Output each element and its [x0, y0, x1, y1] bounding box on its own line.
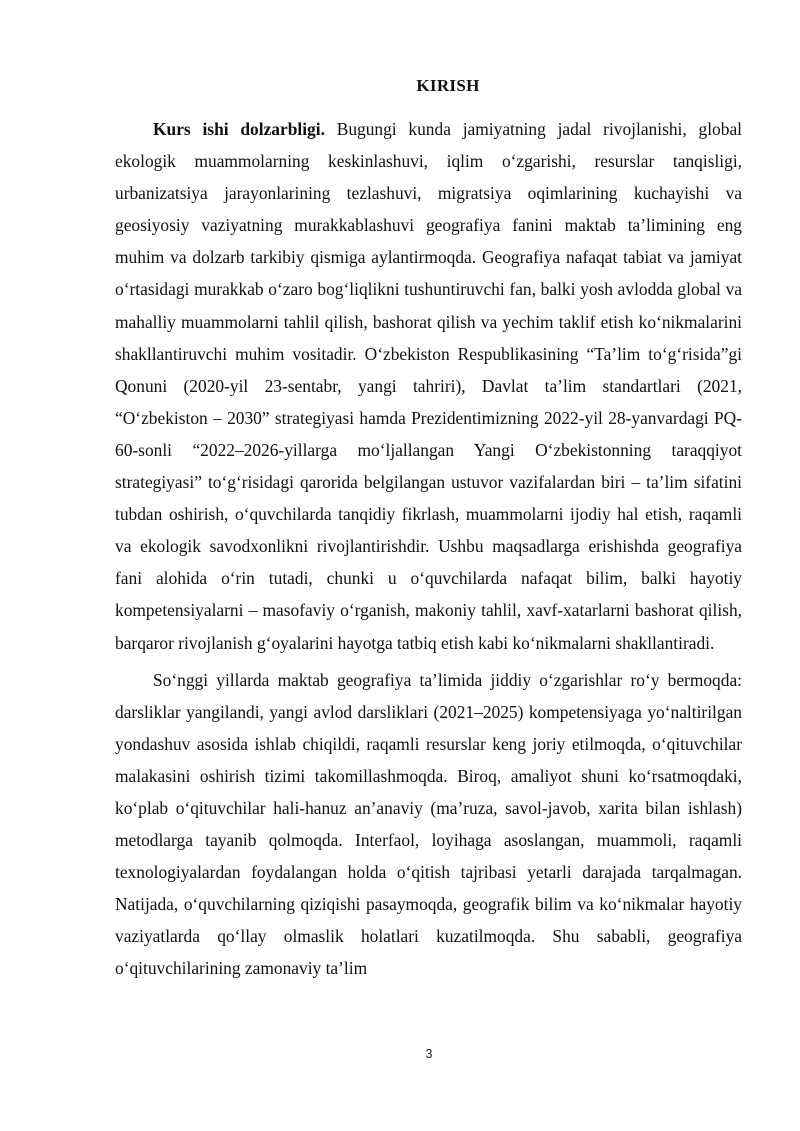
page-title: KIRISH: [416, 76, 480, 95]
page-number: 3: [425, 1047, 433, 1061]
paragraph-relevance: [115, 113, 742, 659]
paragraph-recent-changes: [115, 664, 742, 985]
paragraph-text: Bugungi kunda jamiyatning jadal rivojlanishi, global ekologik muammolarning keskinlashuvi, iqlim o‘zgarishi, resurslar tanqisligi, urbanizatsiya jarayonlarining tezlashuvi, migratsiya oqimlarining kuchayishi va geosiyosiy vaziyatning murakkablashuvi geografiya fanini maktab ta’limining eng muhim va dolzarb tarkibiy qismiga aylantirmoqda. Geografiya nafaqat tabiat va jamiyat o‘rtasidagi murakkab o‘zaro bog‘liqlikni tushuntiruvchi fan, balki yosh avlodda global va mahalliy muammolarni tahlil qilish, bashorat qilish va yechim taklif etish ko‘nikmalarini shakllantiruvchi muhim vositadir. O‘zbekiston Respublikasining “Ta’lim to‘g‘risida”gi Qonuni (2020-yil 23-sentabr, yangi tahriri), Davlat ta’lim standartlari (2021, “O‘zbekiston – 2030” strategiyasi hamda Prezidentimizning 2022-yil 28-yanvardagi PQ-60-sonli “2022–2026-yillarga mo‘ljallangan Yangi O‘zbekistonning taraqqiyot strategiyasi” to‘g‘risidagi qarorida belgilangan ustuvor vazifalardan biri – ta’lim sifatini tubdan oshirish, o‘quvchilarda tanqidiy fikrlash, muammolarni ijodiy hal etish, raqamli va ekologik savodxonlikni rivojlantirishdir. Ushbu maqsadlarga erishishda geografiya fani alohida o‘rin tutadi, chunki u o‘quvchilarda nafaqat bilim, balki hayotiy kompetensiyalarni – masofaviy o‘rganish, makoniy tahlil, xavf-xatarlarni bashorat qilish, barqaror rivojlanish g‘oyalarini hayotga tatbiq etish kabi ko‘nikmalarni shakllantiradi.: [115, 119, 742, 653]
paragraph-text: So‘nggi yillarda maktab geografiya ta’limida jiddiy o‘zgarishlar ro‘y bermoqda: darsliklar yangilandi, yangi avlod darsliklari (2021–2025) kompetensiyaga yo‘naltirilgan yondashuv asosida ishlab chiqildi, raqamli resurslar keng joriy etilmoqda, o‘qituvchilar malakasini oshirish tizimi takomillashmoqda. Biroq, amaliyot shuni ko‘rsatmoqdaki, ko‘plab o‘qituvchilar hali-hanuz an’anaviy (ma’ruza, savol-javob, xarita bilan ishlash) metodlarga tayanib qolmoqda. Interfaol, loyihaga asoslangan, muammoli, raqamli texnologiyalardan foydalangan holda o‘qitish tajribasi yetarli darajada tarqalmagan. Natijada, o‘quvchilarning qiziqishi pasaymoqda, geografik bilim va ko‘nikmalar hayotiy vaziyatlarda qo‘llay olmaslik holatlari kuzatilmoqda. Shu sababli, geografiya o‘qituvchilarining zamonaviy ta’lim: [115, 669, 742, 979]
paragraph-lead: Kurs ishi dolzarbligi.: [153, 119, 325, 139]
document-body: [115, 113, 742, 985]
